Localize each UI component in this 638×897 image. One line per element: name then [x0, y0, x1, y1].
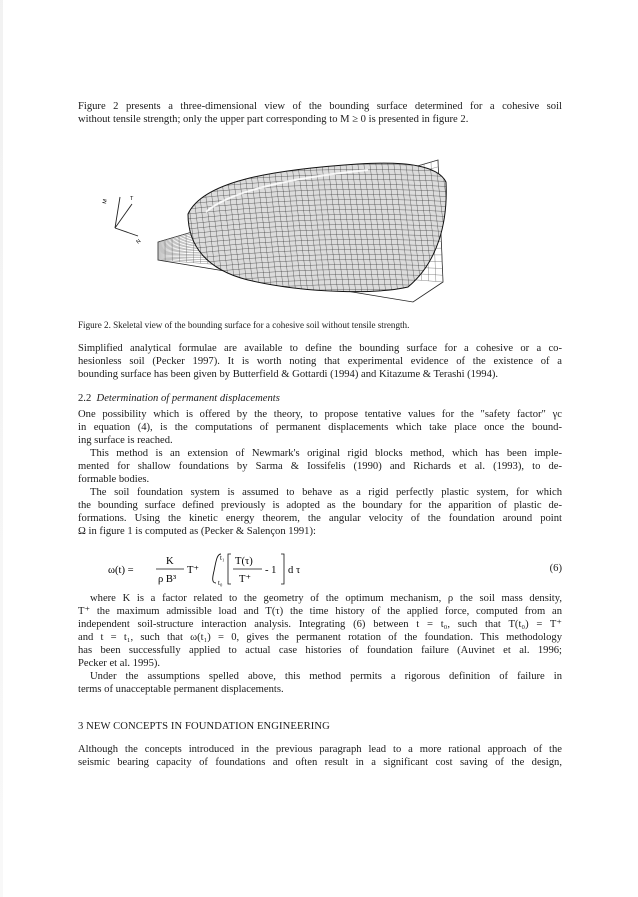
text-line: Ω in figure 1 is computed as (Pecker & Salençon 1991):	[78, 526, 316, 537]
eq-numerator: K	[166, 556, 174, 567]
scan-edge	[0, 0, 3, 897]
text-line: the bounding surface defined previously is adopted as the boundary for the apparition of plastic de-	[78, 500, 562, 511]
paragraph-assumptions	[78, 670, 562, 696]
text-line: seismic bearing capacity of foundations and often result in a significant cost saving of the design,	[78, 757, 562, 768]
text-line: mented for shallow foundations by Sarma & Iossifelis (1990) and Richards et al. (1993), to de-	[78, 461, 562, 472]
text-line: ing surface is reached.	[78, 435, 173, 446]
text-line: without tensile strength; only the upper part corresponding to M ≥ 0 is presented in figure 2.	[78, 114, 469, 125]
eq-minus-one: - 1	[265, 565, 277, 576]
equation-number: (6)	[549, 563, 562, 574]
section-heading-3: 3 NEW CONCEPTS IN FOUNDATION ENGINEERING	[78, 721, 330, 732]
eq-lhs: ω(t) =	[108, 565, 134, 576]
axis-label-m: M	[102, 198, 109, 205]
text-line: One possibility which is offered by the theory, to propose tentative values for the "safety factor" γc	[78, 409, 562, 420]
text-line: The soil foundation system is assumed to behave as a rigid perfectly plastic system, for which	[90, 487, 562, 498]
text-line: formations. Using the kinetic energy theorem, the angular velocity of the foundation around point	[78, 513, 562, 524]
text-line: Simplified analytical formulae are available to define the bounding surface for a cohesive or a co-	[78, 343, 562, 354]
text-line: in equation (4), is the computations of permanent displacements which take place once the bound-	[78, 422, 562, 433]
text-line: Figure 2 presents a three-dimensional view of the bounding surface determined for a cohesive soil	[78, 101, 562, 112]
eq-denominator: ρ B³	[158, 574, 177, 585]
eq-upper-limit: t₁	[220, 554, 225, 562]
section-title: Determination of permanent displacements	[96, 393, 280, 404]
mesh-line	[453, 157, 471, 302]
bounding-surface-plot	[78, 152, 562, 304]
axis-label-n: N	[135, 238, 143, 246]
text-line: Pecker et al. 1995).	[78, 658, 161, 669]
text-line: formable bodies.	[78, 474, 150, 485]
text-line: T⁺ the maximum admissible load and T(τ) the time history of the applied force, computed from an	[78, 606, 562, 617]
paragraph-formulae	[78, 342, 562, 381]
paragraph-new-concepts	[78, 743, 562, 769]
section-number: 2.2	[78, 393, 92, 404]
text-line: This method is an extension of Newmark's original rigid blocks method, which has been imple-	[90, 448, 562, 459]
paragraph-intro	[78, 100, 562, 126]
axes-triad	[102, 196, 142, 246]
text-line: independent soil-structure interaction analysis. Integrating (6) between t = t₀, such that T(t₀) = T⁺	[78, 619, 562, 630]
eq-inner-numerator: T(τ)	[235, 556, 253, 567]
section-heading-2-2	[78, 392, 280, 405]
paragraph-where-k	[78, 592, 562, 670]
text-line: Under the assumptions spelled above, this method permits a rigorous definition of failure in	[90, 671, 562, 682]
figure-2	[78, 152, 562, 304]
text-line: Although the concepts introduced in the previous paragraph lead to a more rational approach of the	[78, 744, 562, 755]
paragraph-soil-system	[78, 486, 562, 538]
eq-tplus: T⁺	[187, 565, 200, 576]
figure-caption: Figure 2. Skeletal view of the bounding surface for a cohesive soil without tensile strength.	[78, 320, 410, 330]
text-line: where K is a factor related to the geometry of the optimum mechanism, ρ the soil mass density,	[90, 593, 562, 604]
paragraph-possibility	[78, 408, 562, 447]
paragraph-newmark	[78, 447, 562, 486]
eq-inner-denominator: T⁺	[239, 574, 252, 585]
eq-dtau: d τ	[288, 565, 301, 576]
text-line: terms of unacceptable permanent displacements.	[78, 684, 284, 695]
axis-label-t: T	[130, 196, 134, 202]
text-line: hesionless soil (Pecker 1997). It is worth noting that experimental evidence of the existence of a	[78, 356, 562, 367]
equation-6	[78, 551, 562, 587]
mesh-line	[447, 157, 465, 302]
text-line: bounding surface has been given by Butterfield & Gottardi (1994) and Kitazume & Terashi (1994).	[78, 369, 499, 380]
eq-lower-limit: t₀	[218, 579, 223, 587]
text-line: has been successfully applied to actual case histories of foundation failure (Auvinet et al. 1996;	[78, 645, 562, 656]
text-line: and t = t₁, such that ω(t₁) = 0, gives the permanent rotation of the foundation. This methodology	[78, 632, 562, 643]
